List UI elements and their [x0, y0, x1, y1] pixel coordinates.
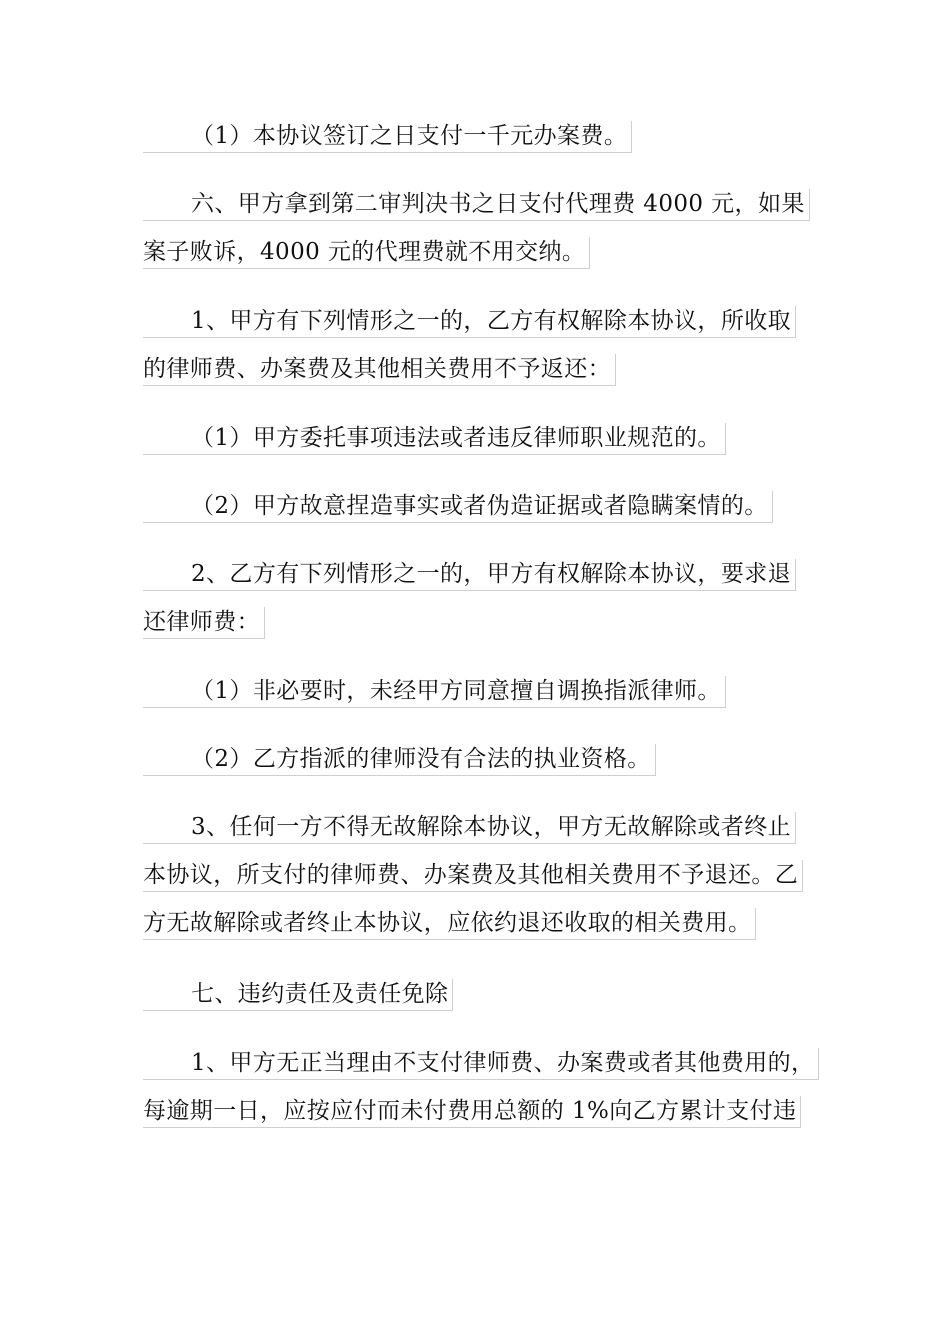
paragraph-line: （2）甲方故意捏造事实或者伪造证据或者隐瞒案情的。: [143, 491, 773, 523]
paragraph-breach-clause-1: [143, 1039, 819, 1135]
section-heading-seven: [143, 970, 453, 1018]
paragraph-line: 七、违约责任及责任免除: [143, 979, 453, 1011]
paragraph-line: （1）本协议签订之日支付一千元办案费。: [143, 121, 632, 153]
paragraph-line: 还律师费：: [143, 607, 265, 639]
paragraph-line: 1、甲方有下列情形之一的，乙方有权解除本协议，所收取: [143, 306, 796, 338]
paragraph-clause-3: [143, 803, 803, 947]
paragraph-clause-1-item-2: [143, 482, 773, 530]
paragraph-line: 1、甲方无正当理由不支付律师费、办案费或者其他费用的，: [143, 1048, 819, 1080]
paragraph-line: （1）非必要时，未经甲方同意擅自调换指派律师。: [143, 676, 726, 708]
paragraph-line: （1）甲方委托事项违法或者违反律师职业规范的。: [143, 423, 726, 455]
paragraph-clause-2: [143, 550, 796, 646]
paragraph-line: 每逾期一日，应按应付而未付费用总额的 1%向乙方累计支付违: [143, 1096, 801, 1128]
paragraph-line: （2）乙方指派的律师没有合法的执业资格。: [143, 744, 656, 776]
paragraph-clause-2-item-1: [143, 667, 726, 715]
paragraph-line: 的律师费、办案费及其他相关费用不予返还：: [143, 354, 616, 386]
paragraph-fee-on-signing: [143, 112, 632, 160]
paragraph-line: 六、甲方拿到第二审判决书之日支付代理费 4000 元，如果: [143, 189, 810, 221]
paragraph-line: 方无故解除或者终止本协议，应依约退还收取的相关费用。: [143, 908, 756, 940]
paragraph-line: 3、任何一方不得无故解除本协议，甲方无故解除或者终止: [143, 812, 796, 844]
paragraph-clause-1-item-1: [143, 414, 726, 462]
paragraph-clause-2-item-2: [143, 735, 656, 783]
paragraph-section-six: [143, 180, 810, 276]
paragraph-line: 本协议，所支付的律师费、办案费及其他相关费用不予退还。乙: [143, 860, 803, 892]
paragraph-line: 案子败诉，4000 元的代理费就不用交纳。: [143, 237, 590, 269]
paragraph-line: 2、乙方有下列情形之一的，甲方有权解除本协议，要求退: [143, 559, 796, 591]
paragraph-clause-1: [143, 297, 796, 393]
